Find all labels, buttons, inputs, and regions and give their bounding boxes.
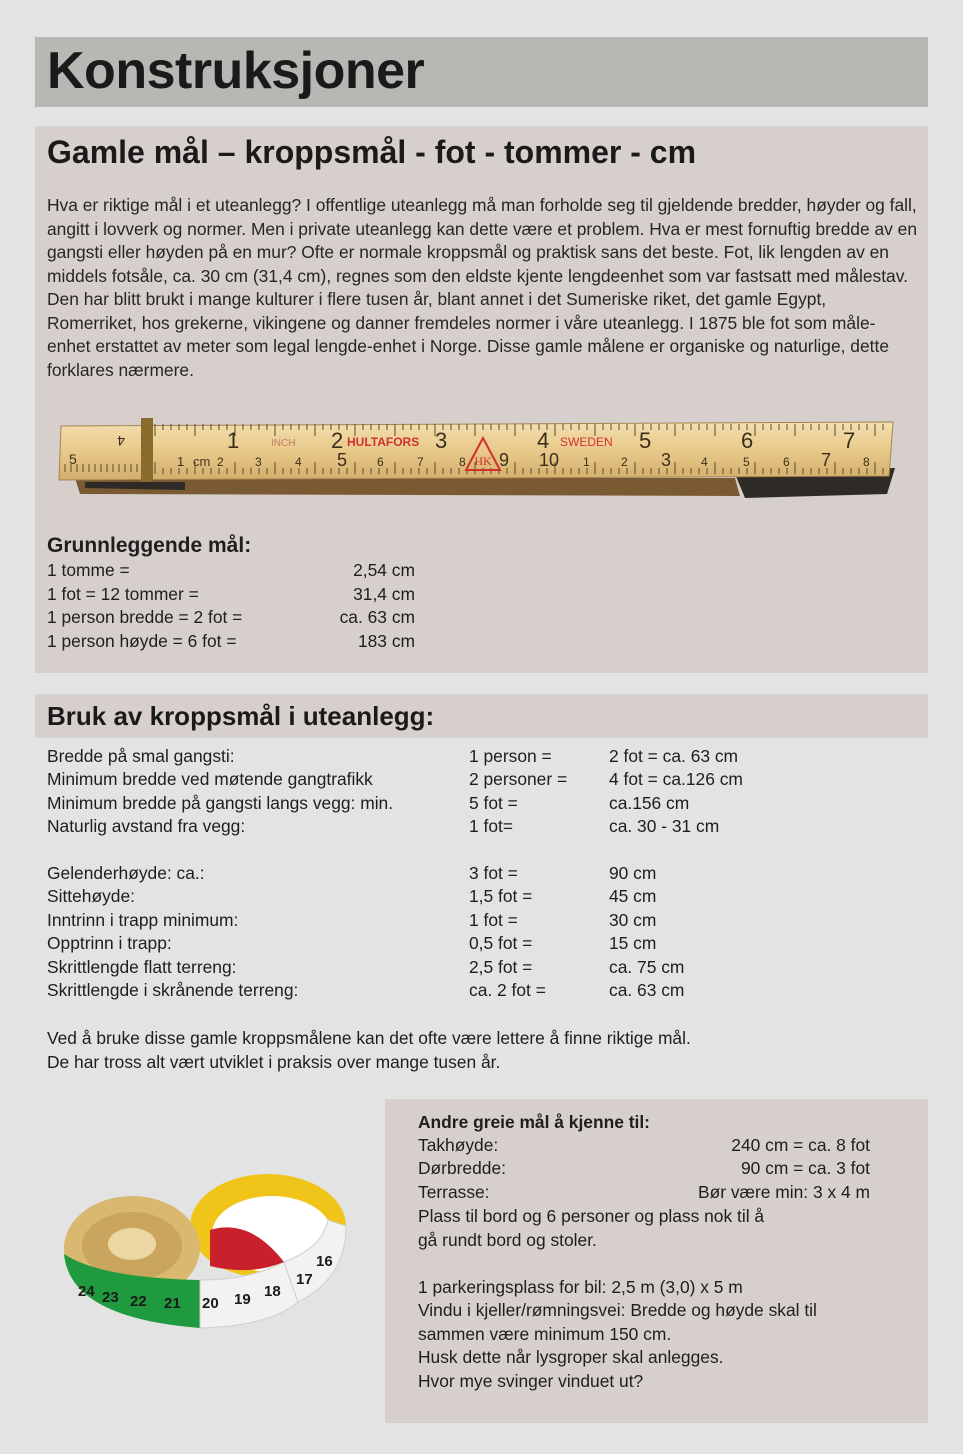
ruler-brand: HULTAFORS xyxy=(347,435,420,449)
other-row xyxy=(418,1135,870,1159)
row-value: 45 cm xyxy=(609,886,657,907)
other-measures-box xyxy=(385,1099,928,1423)
row-unit: 3 fot = xyxy=(469,862,518,883)
ruler-inch-number: 2 xyxy=(331,428,344,453)
other-text-line: 1 parkeringsplass for bil: 2,5 m (3,0) x 5 m xyxy=(418,1276,743,1297)
ruler-country: SWEDEN xyxy=(560,435,613,449)
row-description: Minimum bredde ved møtende gangtrafikk xyxy=(47,769,373,790)
section-body-measures-header xyxy=(35,694,928,738)
folding-ruler-graphic xyxy=(55,416,895,506)
ruler-cm-number: 7 xyxy=(417,455,424,469)
row-unit: 0,5 fot = xyxy=(469,933,533,954)
body-measures-table xyxy=(47,746,907,1003)
ruler-inch-number: 6 xyxy=(741,428,754,453)
ruler-inch-number: 7 xyxy=(843,428,856,453)
ruler-inch-number: 1 xyxy=(227,428,240,453)
basic-row-value: ca. 63 cm xyxy=(339,607,415,627)
row-unit: 1 person = xyxy=(469,746,552,766)
table-row xyxy=(47,746,907,769)
ruler-inch-number: 3 xyxy=(435,428,448,453)
ruler-cm-number: 1 xyxy=(583,455,590,469)
tape-number: 17 xyxy=(296,1271,313,1288)
row-description: Gelenderhøyde: ca.: xyxy=(47,862,205,883)
other-row-value: 240 cm = ca. 8 fot xyxy=(731,1134,870,1155)
tape-number: 16 xyxy=(316,1253,333,1270)
table-row xyxy=(47,793,907,816)
basic-row xyxy=(47,560,427,584)
other-text-line: gå rundt bord og stoler. xyxy=(418,1229,597,1250)
tape-number: 18 xyxy=(264,1283,281,1300)
other-text-line: Husk dette når lysgroper skal anlegges. xyxy=(418,1347,724,1367)
row-value: 30 cm xyxy=(609,909,657,930)
table-row xyxy=(47,910,907,933)
ruler-cm-start: 1 xyxy=(177,454,185,469)
basic-row xyxy=(47,607,427,631)
ruler-cm-number: 7 xyxy=(821,450,832,470)
row-description: Inntrinn i trapp minimum: xyxy=(47,909,239,930)
basic-row-label: 1 fot = 12 tommer = xyxy=(47,583,199,604)
section-old-measures xyxy=(35,126,928,673)
other-row-label: Dørbredde: xyxy=(418,1158,506,1178)
ruler-cm-number: 6 xyxy=(377,455,384,469)
ruler-cm-number: 5 xyxy=(743,455,750,469)
other-text-line: sammen være minimum 150 cm. xyxy=(418,1323,672,1344)
row-description: Skrittlengde i skrånende terreng: xyxy=(47,979,299,1000)
ruler-cm-number: 3 xyxy=(661,450,672,470)
row-unit: 2,5 fot = xyxy=(469,956,533,977)
row-unit: 1 fot= xyxy=(469,816,513,837)
table-row xyxy=(47,957,907,980)
ruler-cm-number: 5 xyxy=(337,450,348,470)
other-row xyxy=(418,1182,870,1206)
spacer xyxy=(418,1252,870,1276)
section-heading-body-measures: Bruk av kroppsmål i uteanlegg: xyxy=(47,701,435,731)
other-text-line: Hvor mye svinger vinduet ut? xyxy=(418,1370,644,1391)
title-bar xyxy=(35,37,928,107)
basic-measures xyxy=(47,534,427,654)
closing-line: Ved å bruke disse gamle kroppsmålene kan det ofte være lettere å finne riktige mål. xyxy=(47,1028,691,1048)
ruler-cm-number: 4 xyxy=(701,455,708,469)
other-row-label: Terrasse: xyxy=(418,1181,490,1202)
basic-row xyxy=(47,584,427,608)
basic-row-value: 31,4 cm xyxy=(353,583,415,604)
row-description: Bredde på smal gangsti: xyxy=(47,746,235,766)
ruler-cm-number: 8 xyxy=(459,455,466,469)
row-description: Naturlig avstand fra vegg: xyxy=(47,816,246,837)
tape-roll-core xyxy=(108,1228,156,1260)
row-unit: 5 fot = xyxy=(469,792,518,813)
row-description: Opptrinn i trapp: xyxy=(47,933,172,954)
other-measures-heading: Andre greie mål å kjenne til: xyxy=(418,1112,650,1132)
ruler-end-number: 5 xyxy=(69,451,77,467)
ruler-cm-number: 10 xyxy=(539,450,560,470)
row-value: ca.156 cm xyxy=(609,792,690,813)
tape-number: 21 xyxy=(164,1295,181,1312)
ruler-inch-label: INCH xyxy=(271,438,296,449)
row-description: Skrittlengde flatt terreng: xyxy=(47,956,237,977)
section-heading-old-measures: Gamle mål – kroppsmål - fot - tommer - cm xyxy=(47,134,697,170)
ruler-cm-number: 8 xyxy=(863,455,870,469)
tape-number: 23 xyxy=(102,1289,119,1306)
table-row xyxy=(47,863,907,886)
row-description: Minimum bredde på gangsti langs vegg: min. xyxy=(47,792,394,813)
basic-row xyxy=(47,631,427,655)
tape-number: 20 xyxy=(202,1295,219,1312)
basic-row-value: 2,54 cm xyxy=(353,560,415,580)
ruler-cm-number: 2 xyxy=(217,455,224,469)
folding-ruler-image xyxy=(55,416,895,506)
row-unit: 1,5 fot = xyxy=(469,886,533,907)
ruler-end-number: 4 xyxy=(117,433,125,449)
row-unit: 1 fot = xyxy=(469,909,518,930)
row-value: ca. 63 cm xyxy=(609,979,685,1000)
tape-measure-graphic xyxy=(60,1168,350,1338)
row-unit: 2 personer = xyxy=(469,769,568,790)
other-text-line: Vindu i kjeller/rømningsvei: Bredde og høyde skal til xyxy=(418,1300,817,1320)
table-row xyxy=(47,886,907,909)
ruler-cm-number: 2 xyxy=(621,455,628,469)
row-description: Sittehøyde: xyxy=(47,886,135,907)
row-value: ca. 30 - 31 cm xyxy=(609,816,720,837)
ruler-cm-number: 9 xyxy=(499,450,510,470)
row-value: 15 cm xyxy=(609,933,657,954)
ruler-cm-number: 6 xyxy=(783,455,790,469)
tape-number: 19 xyxy=(234,1291,251,1308)
ruler-inch-number: 5 xyxy=(639,428,652,453)
basic-row-label: 1 tomme = xyxy=(47,560,130,580)
tape-number: 24 xyxy=(78,1283,95,1300)
other-row xyxy=(418,1158,870,1182)
ruler-brass-joint xyxy=(141,418,153,482)
row-value: 2 fot = ca. 63 cm xyxy=(609,746,739,766)
ruler-inch-number: 4 xyxy=(537,428,550,453)
tape-measure-image xyxy=(60,1168,350,1338)
other-row-label: Takhøyde: xyxy=(418,1134,499,1155)
row-value: 90 cm xyxy=(609,862,657,883)
basic-row-label: 1 person bredde = 2 fot = xyxy=(47,607,243,627)
table-row xyxy=(47,933,907,956)
table-row xyxy=(47,816,907,839)
basic-row-value: 183 cm xyxy=(357,630,415,651)
row-value: 4 fot = ca.126 cm xyxy=(609,769,743,790)
ruler-cm-label: cm xyxy=(193,454,211,469)
row-unit: ca. 2 fot = xyxy=(469,979,546,1000)
basic-row-label: 1 person høyde = 6 fot = xyxy=(47,630,237,651)
ruler-cm-number: 3 xyxy=(255,455,262,469)
other-row-value: 90 cm = ca. 3 fot xyxy=(740,1158,870,1178)
closing-line: De har tross alt vært utviklet i praksis over mange tusen år. xyxy=(47,1051,501,1072)
tape-number: 22 xyxy=(130,1293,147,1310)
other-row-value: Bør være min: 3 x 4 m xyxy=(697,1181,870,1202)
page-title: Konstruksjoner xyxy=(47,42,425,100)
other-text-line: Plass til bord og 6 personer og plass nok til å xyxy=(418,1206,765,1226)
intro-paragraph: Hva er riktige mål i et uteanlegg? I offentlige uteanlegg må man forholde seg til gjeldende bredder, høyder og fall, angitt i lovverk og normer. Men i private uteanlegg kan dette være et problem. Hva er mest fornuftig bredde av en gangsti eller høyden på en mur? Ofte er normale kroppsmål og praktisk sans det beste. Fot, lik lengden av en middels fotsåle, ca. 30 cm (31,4 cm), regnes som den eldste kjente lengdeenhet som var fastsatt med målestav. Den har blitt brukt i mange kulturer i flere tusen år, blant annet i det Sumeriske riket, det gamle Egypt, Romerriket, hos grekerne, vikingene og danner fremdeles normer i våre uteanlegg. I 1875 ble fot som måle-enhet erstattet av meter som legal lengde-enhet i Norge. Disse gamle målene er organiske og naturlige, dette forklares nærmere. xyxy=(47,195,917,380)
table-row xyxy=(47,980,907,1003)
closing-paragraph xyxy=(47,1027,907,1074)
ruler-logo-letters: HK xyxy=(474,454,492,468)
basic-measures-heading: Grunnleggende mål: xyxy=(47,534,252,557)
ruler-cm-number: 4 xyxy=(295,455,302,469)
row-value: ca. 75 cm xyxy=(609,956,685,977)
table-row xyxy=(47,769,907,792)
table-gap xyxy=(47,840,907,863)
